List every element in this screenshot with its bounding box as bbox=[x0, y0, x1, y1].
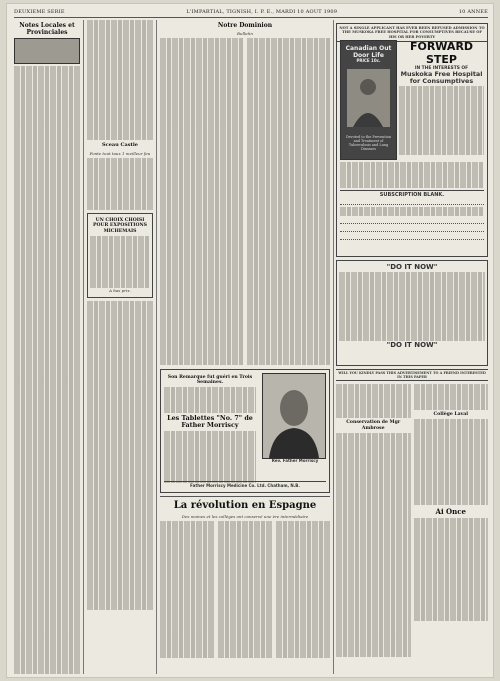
castle-heading: Sceau Castle bbox=[102, 142, 138, 149]
masthead-left: DEUXIEME SERIE bbox=[14, 9, 65, 15]
masthead-center: L'IMPARTIAL, TIGNISH, I. P. E., MARDI 10 AOUT 1909 bbox=[186, 9, 338, 15]
column-rule bbox=[333, 20, 334, 674]
column-3 bbox=[336, 20, 488, 674]
article-subtitle: Des moines et les collèges ont conservé une ère intermédiaire bbox=[181, 513, 309, 519]
do-it-now-box bbox=[336, 260, 488, 366]
column-1b-ad-box bbox=[87, 213, 153, 298]
forward-step-title: FORWARD STEP bbox=[409, 40, 474, 66]
subscription-title: SUBSCRIPTION BLANK. bbox=[379, 192, 445, 198]
morriscy-ad-title: Son Remarque fut guéri en Trois Semaines. bbox=[167, 374, 253, 385]
forward-line-1: IN THE INTERESTS OF bbox=[414, 66, 469, 71]
subscription-line[interactable] bbox=[340, 199, 484, 205]
morriscy-ad-footer: Father Morriscy Medicine Co. Ltd. Chatham, N.B. bbox=[164, 481, 326, 488]
column-rule bbox=[83, 20, 84, 674]
pass-ad-notice: WILL YOU KINDLY PASS THIS ADVERTISEMENT TO A FRIEND INTERESTED IN THIS PAPER bbox=[336, 369, 488, 381]
poster-title: Canadian Out Door Life bbox=[345, 45, 392, 59]
article-at-once-title: Ai Once bbox=[435, 507, 466, 517]
hospital-ad bbox=[336, 23, 488, 257]
do-it-now-bottom: "DO IT NOW" bbox=[386, 340, 438, 349]
morriscy-ad bbox=[160, 369, 330, 493]
article-ambrose-title: Conservation de Mgr Ambrose bbox=[346, 420, 401, 431]
column-1-text-block bbox=[14, 66, 80, 674]
forward-line-2: Muskoka Free Hospital for Consumptives bbox=[400, 70, 483, 86]
outdoor-life-poster bbox=[340, 40, 397, 160]
article-title: La révolution en Espagne bbox=[173, 499, 317, 511]
portrait-caption: Rev. Father Morriscy bbox=[271, 457, 319, 463]
newspaper-page bbox=[6, 3, 494, 678]
masthead bbox=[14, 7, 488, 18]
subscription-line[interactable] bbox=[340, 218, 484, 224]
column-2 bbox=[160, 20, 330, 674]
article-laval-title: Collège Laval bbox=[433, 411, 468, 417]
masthead-right: 10 ANNEE bbox=[458, 9, 488, 15]
hospital-ad-banner: NOT A SINGLE APPLICANT HAS EVER BEEN REFUSED ADMISSION TO THE MUSKOKA FREE HOSPITAL FOR CONSUMPTIVES BECAUSE OF HIS OR HER POVERTY bbox=[337, 24, 487, 42]
notre-dominion-heading: Notre Dominion bbox=[217, 22, 273, 29]
morriscy-ad-product: Les Tablettes "No. 7" de Father Morriscy bbox=[167, 414, 253, 430]
local-notes-heading: Notes Locales et Provinciales bbox=[19, 22, 75, 36]
castle-subtext: Fonte tout taux 1 meilleur feu bbox=[89, 151, 151, 157]
subscription-line[interactable] bbox=[340, 226, 484, 232]
do-it-now-top: "DO IT NOW" bbox=[386, 263, 438, 271]
column-rule bbox=[156, 20, 157, 674]
column-1b bbox=[87, 20, 153, 674]
ad-caption: A bas prix. bbox=[109, 287, 131, 293]
column-1 bbox=[14, 20, 80, 674]
poster-caption: Devoted to the Prevention and Treatment of Tuberculosis and Lung Diseases bbox=[345, 134, 392, 151]
ad-title: UN CHOIX CHOISI POUR EXPOSITIONS MICHEMAIS bbox=[93, 217, 147, 234]
subscription-line[interactable] bbox=[340, 234, 484, 240]
father-morriscy-portrait bbox=[262, 373, 326, 459]
column-1-ad-image bbox=[14, 38, 80, 64]
poster-price: PRICE 10c. bbox=[356, 58, 381, 63]
notre-dominion-sub: Bulletin bbox=[237, 31, 253, 36]
